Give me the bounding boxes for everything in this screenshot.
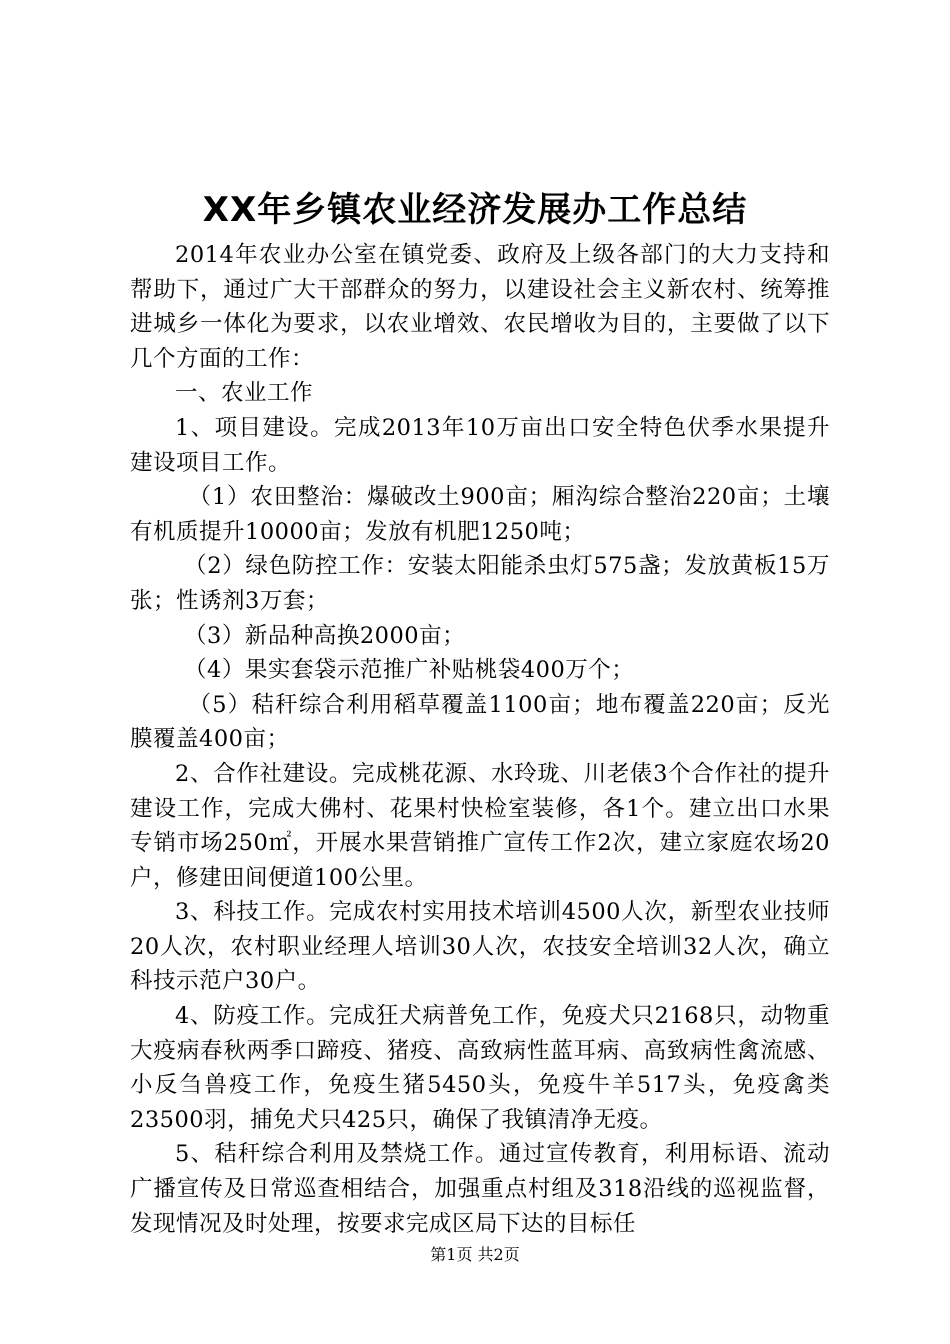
document-title: XX年乡镇农业经济发展办工作总结	[202, 190, 748, 230]
section-heading-agriculture: 一、农业工作	[175, 380, 314, 407]
paragraph-project-construction: 1、项目建设。完成2013年10万亩出口安全特色伏季水果提升建设项目工作。	[130, 414, 830, 476]
paragraph-epidemic-prevention: 4、防疫工作。完成狂犬病普免工作，免疫犬只2168只，动物重大疫病春秋两季口蹄疫、猪疫、高致病性蓝耳病、高致病性禽流感、小反刍兽疫工作，免疫生猪5450头，免疫牛羊517头，免疫禽类23500羽，捕免犬只425只，确保了我镇清净无疫。	[130, 1003, 830, 1133]
paragraph-item-3: （3）新品种高换2000亩；	[184, 622, 466, 649]
page-footer: 第1页 共2页	[430, 1245, 520, 1264]
paragraph-item-4: （4）果实套袋示范推广补贴桃袋400万个；	[184, 657, 635, 684]
document-body	[130, 238, 830, 1241]
paragraph-intro: 2014年农业办公室在镇党委、政府及上级各部门的大力支持和帮助下，通过广大干部群众的努力，以建设社会主义新农村、统筹推进城乡一体化为要求，以农业增效、农民增收为目的，主要做了以下几个方面的工作：	[130, 242, 830, 372]
paragraph-straw-burning: 5、秸秆综合利用及禁烧工作。通过宣传教育，利用标语、流动广播宣传及日常巡查相结合，加强重点村组及318沿线的巡视监督，发现情况及时处理，按要求完成区局下达的目标任	[130, 1141, 830, 1237]
paragraph-item-2: （2）绿色防控工作：安装太阳能杀虫灯575盏；发放黄板15万张；性诱剂3万套；	[130, 553, 830, 614]
paragraph-technology: 3、科技工作。完成农村实用技术培训4500人次，新型农业技师20人次，农村职业经理人培训30人次，农技安全培训32人次，确立科技示范户30户。	[130, 899, 830, 995]
paragraph-item-1: （1）农田整治：爆破改土900亩；厢沟综合整治220亩；土壤有机质提升10000亩；发放有机肥1250吨；	[130, 484, 830, 545]
paragraph-cooperative: 2、合作社建设。完成桃花源、水玲珑、川老俵3个合作社的提升建设工作，完成大佛村、花果村快检室装修，各1个。建立出口水果专销市场250㎡，开展水果营销推广宣传工作2次，建立家庭农场20户，修建田间便道100公里。	[130, 760, 830, 891]
paragraph-item-5: （5）秸秆综合利用稻草覆盖1100亩；地布覆盖220亩；反光膜覆盖400亩；	[130, 691, 830, 753]
